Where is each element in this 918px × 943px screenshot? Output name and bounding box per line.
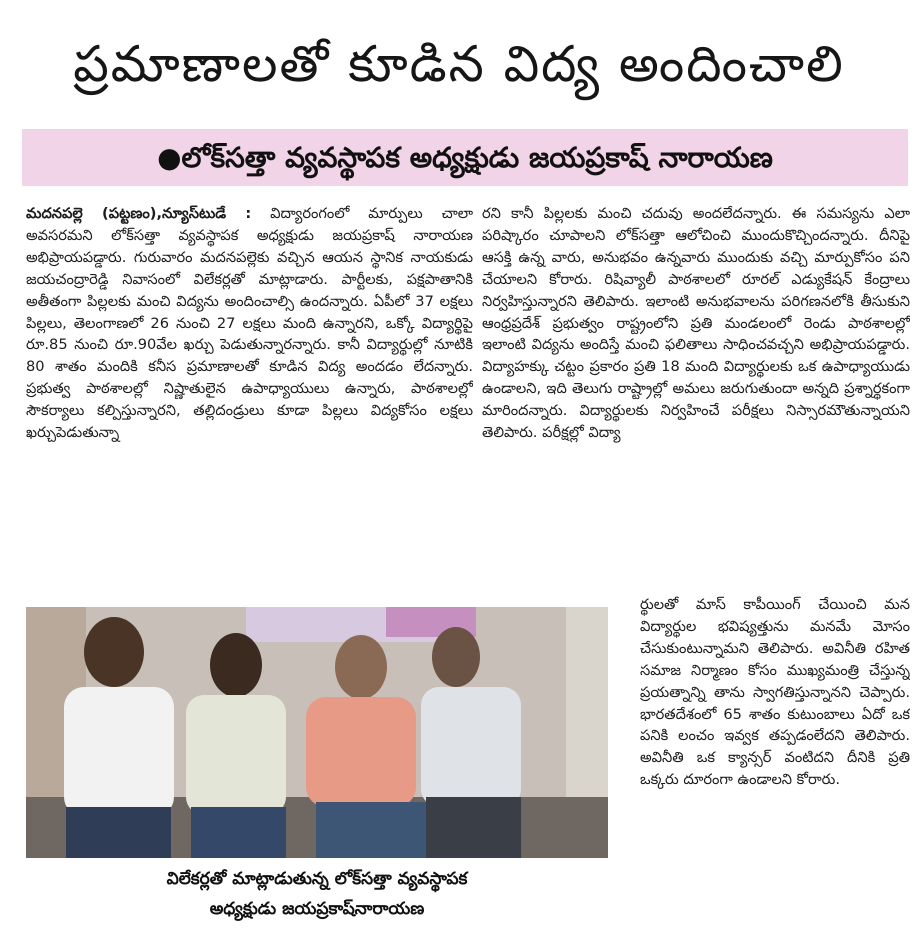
article-text-3: ర్థులతో మాస్ కాపీయింగ్ చేయించి మన విద్యార్థుల భవిష్యత్తును మనమే మోసం చేసుకుంటున్నామని తెలిపారు. అవినీతి రహిత సమాజ నిర్మాణం కోసం ముఖ్యమంత్రి చేస్తున్న ప్రయత్నాన్ని తాను స్వాగతిస్తున్నానని చెప్పారు. భారతదేశంలో 65 శాతం కుటుంబాలు ఏదో ఒక పనికి లంచం ఇవ్వక తప్పడంలేదని తెలిపారు. అవినీతి ఒక క్యాన్సర్ వంటిదని దీనికి ప్రతి ఒక్కరు దూరంగా ఉండాలని కోరారు.: [640, 596, 910, 789]
article-column-3: [640, 594, 910, 932]
caption-line-2: అధ్యక్షుడు జయప్రకాష్‌నారాయణ: [209, 899, 425, 919]
article-text-2: రని కానీ పిల్లలకు మంచి చదువు అందలేదన్నారు. ఈ సమస్యను ఎలా పరిష్కారం చూపాలని లోక్‌సత్తా ఆలోచించి ముందుకొచ్చిందన్నారు. దీనిపై ఆసక్తి ఉన్న వారు, అనుభవం ఉన్నవారు ముందుకు వచ్చి మార్పుకోసం పని చేయాలని కోరారు. రిషివ్యాలీ పాఠశాలలో రూరల్ ఎడ్యుకేషన్ కేంద్రాలు నిర్వహిస్తున్నారని తెలిపారు. ఇలాంటి అనుభవాలను పరిగణనలోకి తీసుకుని ఆంధ్రప్రదేశ్ ప్రభుత్వం రాష్ట్రంలోని ప్రతి మండలంలో రెండు పాఠశాలల్లో ఇలాంటి విద్యను అందిస్తే మంచి ఫలితాలు సాధించవచ్చని అభిప్రాయపడ్డారు. విద్యాహక్కు చట్టం ప్రకారం ప్రతి 18 మంది విద్యార్థులకు ఒక ఉపాధ్యాయుడు ఉండాలని, ఇది తెలుగు రాష్ట్రాల్లో అమలు జరుగుతుందా అన్నది ప్రశ్నార్థకంగా మారిందన్నారు. విద్యార్థులకు నిర్వహించే పరీక్షలు నిస్సారమౌతున్నాయని తెలిపారు. పరీక్షల్లో విద్యా: [482, 205, 910, 442]
caption-line-1: విలేకర్లతో మాట్లాడుతున్న లోక్‌సత్తా వ్యవస్థాపక: [166, 869, 468, 889]
press-photo-illustration: [26, 607, 608, 858]
subheadline-banner: ●లోక్‌సత్తా వ్యవస్థాపక అధ్యక్షుడు జయప్రకాష్ నారాయణ: [22, 129, 908, 186]
press-photo: [26, 607, 608, 858]
article-text-1: విద్యారంగంలో మార్పులు చాలా అవసరమని లోక్‌సత్తా వ్యవస్థాపక అధ్యక్షుడు జయప్రకాష్ నారాయణ అభిప్రాయపడ్డారు. గురువారం మదనపల్లెకు వచ్చిన ఆయన స్థానిక నాయకుడు జయచంద్రారెడ్డి నివాసంలో విలేకర్లతో మాట్లాడారు. పార్టీలకు, పక్షపాతానికి అతీతంగా పిల్లలకు మంచి విద్యను అందించాల్సి ఉందన్నారు. ఏపీలో 37 లక్షలు పిల్లలు, తెలంగాణలో 26 నుంచి 27 లక్షలు మంది ఉన్నారని, ఒక్కో విద్యార్థిపై రూ.85 నుంచి రూ.90వేల ఖర్చు పెడుతున్నారన్నారు. కానీ విద్యార్థుల్లో నూటికి 80 శాతం మందికి కనీస ప్రమాణాలతో కూడిన విద్య అందడం లేదన్నారు. ప్రభుత్వ పాఠశాలల్లో నిష్ణాతులైన ఉపాధ్యాయులు ఉన్నారు, పాఠశాలల్లో సౌకర్యాలు కల్పిస్తున్నారని, తల్లిదండ్రులు కూడా పిల్లలు విద్యకోసం లక్షలు ఖర్చుపెడుతున్నా: [26, 205, 473, 442]
headline: ప్రమాణాలతో కూడిన విద్య అందించాలి: [73, 35, 845, 93]
article-column-1: [26, 203, 473, 603]
photo-caption: [26, 864, 608, 932]
article-column-2: [482, 203, 910, 603]
dateline: మదనపల్లె (పట్టణం),న్యూస్‌టుడే :: [26, 205, 252, 222]
